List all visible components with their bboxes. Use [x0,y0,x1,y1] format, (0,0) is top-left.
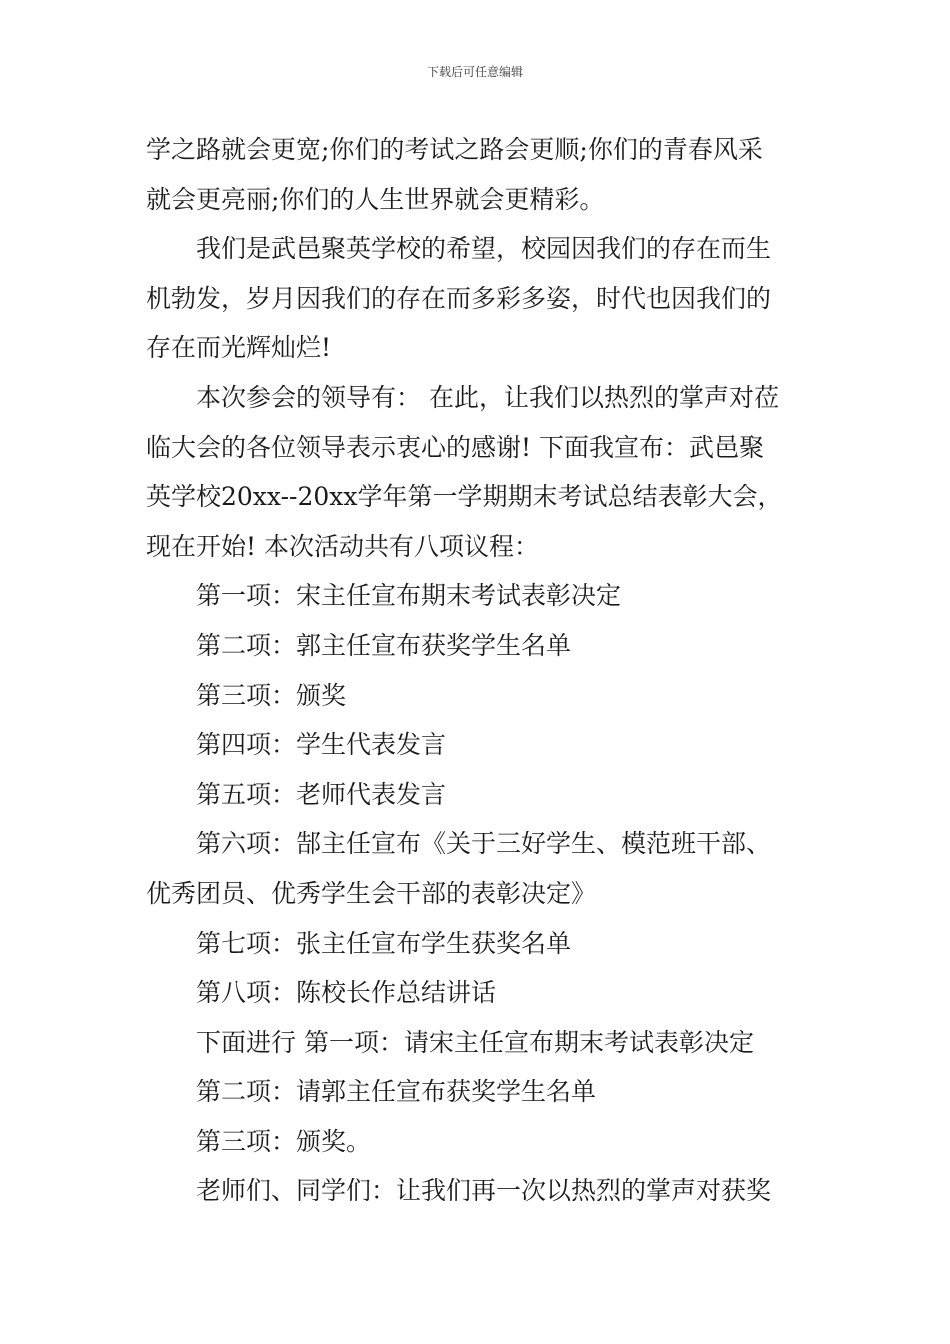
page-header: 下载后可任意编辑 [426,65,523,79]
text-line: 学之路就会更宽;你们的考试之路会更顺;你们的青春风采 [146,135,763,164]
document-body [146,125,810,1216]
text-line: 就会更亮丽;你们的人生世界就会更精彩。 [146,184,605,214]
agenda-item: 第七项：张主任宣布学生获奖名单 [196,928,572,958]
agenda-item: 第五项：老师代表发言 [196,779,447,809]
agenda-item: 第八项：陈校长作总结讲话 [196,978,497,1008]
agenda-item: 第六项：郜主任宣布《关于三好学生、模范班干部、 [196,829,772,859]
text-line: 我们是武邑聚英学校的希望，校园因我们的存在而生 [196,234,772,264]
text-line: 英学校20xx--20xx学年第一学期期末考试总结表彰大会， [146,482,783,512]
text-line: 机勃发，岁月因我们的存在而多彩多姿，时代也因我们的 [146,283,772,313]
text-line: 下面进行 第一项：请宋主任宣布期末考试表彰决定 [196,1027,754,1057]
text-line: 第三项：颁奖。 [196,1126,372,1156]
agenda-item: 第四项：学生代表发言 [196,730,447,760]
text-line: 存在而光辉灿烂! [146,333,332,363]
text-line: 现在开始! 本次活动共有八项议程： [146,531,539,561]
agenda-item: 第一项：宋主任宣布期末考试表彰决定 [196,581,622,611]
agenda-item: 第三项：颁奖 [196,680,347,710]
text-line: 老师们、同学们：让我们再一次以热烈的掌声对获奖 [196,1176,772,1206]
text-line: 临大会的各位领导表示衷心的感谢! 下面我宣布：武邑聚 [146,432,764,462]
agenda-item: 第二项：郭主任宣布获奖学生名单 [196,630,572,660]
text-line: 优秀团员、优秀学生会干部的表彰决定》 [146,878,597,908]
text-line: 本次参会的领导有： 在此，让我们以热烈的掌声对莅 [196,382,779,412]
text-line: 第二项：请郭主任宣布获奖学生名单 [196,1077,597,1107]
